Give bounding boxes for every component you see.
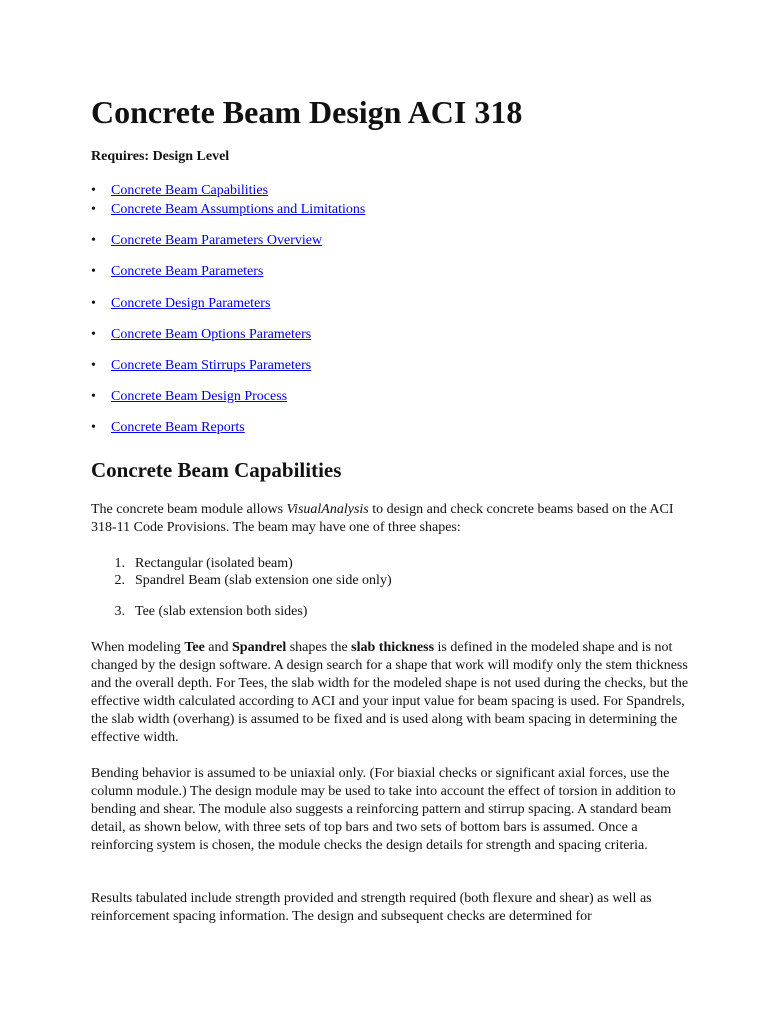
toc-link-beam-parameters[interactable]: Concrete Beam Parameters (111, 264, 264, 279)
toc-item (111, 263, 263, 281)
toc-item (111, 388, 287, 406)
list-item (91, 572, 392, 590)
term-spandrel: Spandrel (232, 640, 287, 655)
page-title: Concrete Beam Design ACI 318 (91, 94, 523, 130)
para-text: When modeling (91, 640, 185, 655)
toc-link-capabilities[interactable]: Concrete Beam Capabilities (111, 183, 269, 198)
toc-item (111, 357, 311, 375)
toc-link-parameters-overview[interactable]: Concrete Beam Parameters Overview (111, 233, 323, 248)
para-text: shapes the (286, 640, 352, 655)
list-number: 2. (114, 573, 125, 588)
toc-link-reports[interactable]: Concrete Beam Reports (111, 420, 245, 435)
toc-item (111, 182, 268, 200)
section-heading: Concrete Beam Capabilities (91, 458, 342, 482)
toc-link-assumptions[interactable]: Concrete Beam Assumptions and Limitations (111, 202, 366, 217)
intro-text: The concrete beam module allows (91, 502, 287, 517)
toc-item (111, 419, 245, 437)
para-text: is defined in the modeled shape and is not changed by the design software. A design search for a shape that work will modify only the stem thickness and the overall depth. For Tees, the slab width for the modeled shape is not used during the checks, but the effective width calculated according to ACI and your input value for beam spacing is used. For Spandrels, the slab width (overhang) is assumed to be fixed and is used along with beam spacing in determining the effective width. (91, 640, 689, 745)
term-slab-thickness: slab thickness (351, 640, 435, 655)
list-number: 3. (114, 604, 125, 619)
list-text: Rectangular (isolated beam) (135, 556, 293, 571)
requires-note: Requires: Design Level (91, 149, 230, 164)
toc-link-design-process[interactable]: Concrete Beam Design Process (111, 389, 288, 404)
modeling-paragraph (91, 639, 691, 747)
list-text: Tee (slab extension both sides) (135, 604, 308, 619)
toc-item (111, 326, 311, 344)
toc-item (111, 295, 270, 313)
toc-link-options-parameters[interactable]: Concrete Beam Options Parameters (111, 327, 312, 342)
toc-link-stirrups-parameters[interactable]: Concrete Beam Stirrups Parameters (111, 358, 312, 373)
toc-link-design-parameters[interactable]: Concrete Design Parameters (111, 296, 271, 311)
para-text: and (204, 640, 233, 655)
list-item (91, 603, 307, 621)
bending-paragraph: Bending behavior is assumed to be uniaxial only. (For biaxial checks or significant axial forces, use the column module.) The design module may be used to take into account the effect of torsion in addition to bending and shear. The module also suggests a reinforcing pattern and stirrup spacing. A standard beam detail, as shown below, with three sets of top bars and two sets of bottom bars is assumed. Once a reinforcing system is chosen, the module checks the design details for strength and spacing criteria. (91, 766, 676, 853)
list-number: 1. (114, 556, 125, 571)
list-text: Spandrel Beam (slab extension one side only) (135, 573, 392, 588)
intro-text: to design and check concrete beams based on the ACI 318-11 Code Provisions. The beam may have one of three shapes: (91, 502, 674, 535)
intro-paragraph (91, 501, 691, 537)
toc-item (111, 201, 365, 219)
toc-item (111, 232, 322, 250)
results-paragraph: Results tabulated include strength provided and strength required (both flexure and shear) as well as reinforcement spacing information. The design and subsequent checks are determined for (91, 891, 652, 924)
list-item (91, 555, 293, 573)
product-name: VisualAnalysis (286, 502, 369, 517)
term-tee: Tee (184, 640, 205, 655)
